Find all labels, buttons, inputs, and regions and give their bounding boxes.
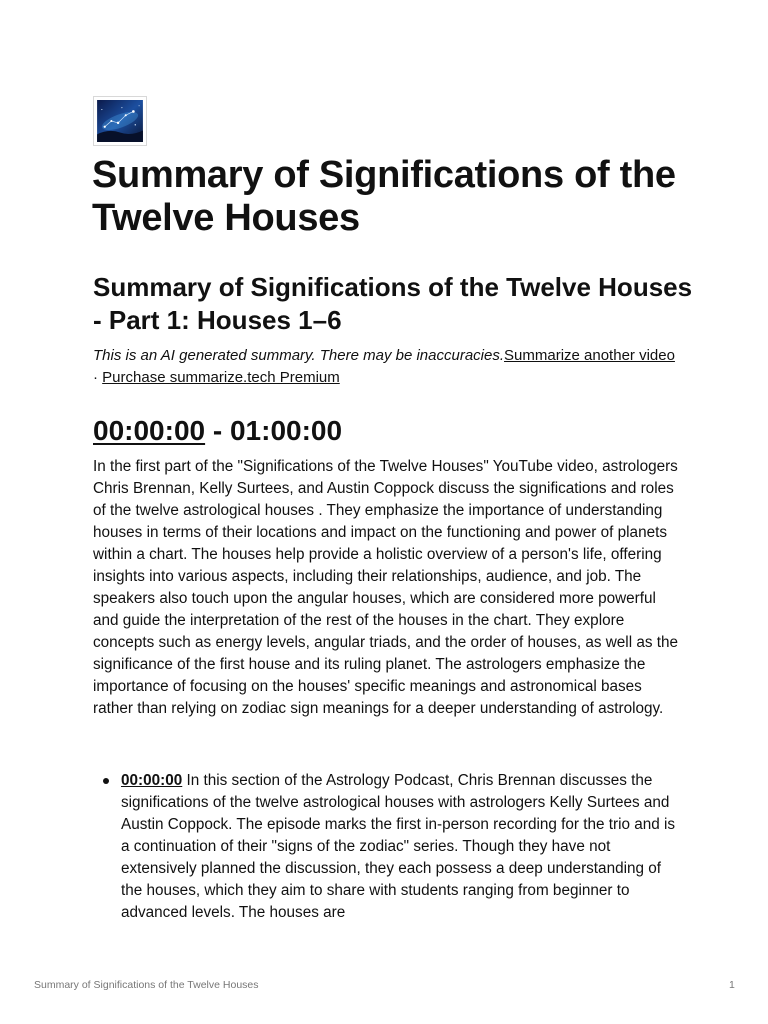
summarize-another-video-link[interactable]: Summarize another video <box>504 347 675 364</box>
link-separator: · <box>93 369 103 386</box>
footer-title: Summary of Significations of the Twelve Houses <box>34 979 259 991</box>
purchase-premium-link[interactable]: Purchase summarize.tech Premium <box>102 369 340 386</box>
page-number: 1 <box>729 979 735 991</box>
section-start-time-link[interactable]: 00:00:00 <box>93 415 206 446</box>
bullet-text: In this section of the Astrology Podcast, Chris Brennan discusses the significations of the twelve astrological houses with astrologers Kelly Surtees and Austin Coppock. The episode marks the first in-person recording for the trio and is a continuation of their "signs of the zodiac" series. Though they have not extensively planned the discussion, they each possess a deep understanding of the houses, which they aim to share with students ranging from beginner to advanced levels. The houses are <box>121 772 676 921</box>
section-end-time: 01:00:00 <box>229 415 343 446</box>
starry-constellation-icon <box>97 100 143 142</box>
page-title: Summary of Significations of the Twelve Houses <box>92 154 676 239</box>
section-time-range <box>93 414 342 448</box>
section-summary: In the first part of the "Significations of the Twelve Houses" YouTube video, astrologers Chris Brennan, Kelly Surtees, and Austin Coppock discuss the significations and roles of the twelve astrological houses . They emphasize the importance of understanding houses in terms of their locations and impact on the functioning and power of planets within a chart. The houses help provide a holistic overview of a person's life, offering insights into various aspects, including their relationships, audience, and job. The speakers also touch upon the angular houses, which are considered more powerful and guide the interpretation of the rest of the houses in the chart. They explore concepts such as energy levels, angular triads, and the order of houses, as well as the significance of the first house and its ruling planet. The astrologers emphasize the importance of focusing on the houses' specific meanings and astronomical bases rather than relying on zodiac sign meanings for a deeper understanding of astrology. <box>93 458 679 717</box>
bullet-timestamp-link[interactable]: 00:00:00 <box>121 772 183 789</box>
ai-disclaimer-note: This is an AI generated summary. There may be inaccuracies. <box>93 347 505 364</box>
summary-subtitle: Summary of Significations of the Twelve Houses - Part 1: Houses 1–6 <box>93 272 693 335</box>
page-icon <box>93 96 147 146</box>
bullet-dot <box>103 778 109 784</box>
time-range-dash: - <box>205 415 230 446</box>
disclaimer <box>93 345 683 389</box>
timestamp-bullet-list <box>93 770 683 924</box>
list-item <box>93 770 683 924</box>
